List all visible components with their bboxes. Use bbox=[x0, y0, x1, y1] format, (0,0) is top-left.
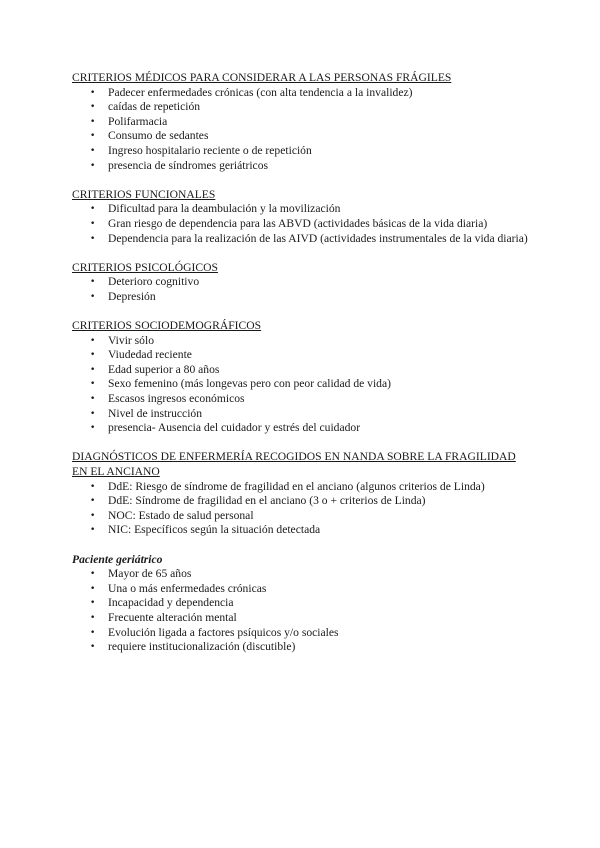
section-heading-functional-criteria: CRITERIOS FUNCIONALES bbox=[72, 187, 216, 201]
list-item: • DdE: Síndrome de fragilidad en el anciano (3 o + criterios de Linda) bbox=[72, 494, 528, 509]
section-heading-medical-criteria: CRITERIOS MÉDICOS PARA CONSIDERAR A LAS PERSONAS FRÁGILES bbox=[72, 71, 452, 84]
section-heading-geriatric-patient: Paciente geriátrico bbox=[72, 552, 163, 566]
document-content bbox=[72, 71, 528, 669]
list-item: • presencia de síndromes geriátricos bbox=[72, 159, 528, 174]
list-item: • Depresión bbox=[72, 290, 528, 305]
psychological-criteria-list bbox=[72, 275, 528, 304]
list-item: • Nivel de instrucción bbox=[72, 407, 528, 422]
functional-criteria-list bbox=[72, 202, 528, 246]
list-item: • caídas de repetición bbox=[72, 100, 528, 115]
list-item: • NOC: Estado de salud personal bbox=[72, 509, 528, 524]
list-item: • Incapacidad y dependencia bbox=[72, 596, 528, 611]
section-heading-psychological-criteria: CRITERIOS PSICOLÓGICOS bbox=[72, 260, 218, 274]
list-item: • Escasos ingresos económicos bbox=[72, 392, 528, 407]
list-item: • Sexo femenino (más longevas pero con peor calidad de vida) bbox=[72, 377, 528, 392]
list-item: • Padecer enfermedades crónicas (con alta tendencia a la invalidez) bbox=[72, 86, 528, 101]
medical-criteria-list bbox=[72, 86, 528, 174]
list-item: • presencia- Ausencia del cuidador y estrés del cuidador bbox=[72, 421, 528, 436]
section-heading-sociodemographic-criteria: CRITERIOS SOCIODEMOGRÁFICOS bbox=[72, 319, 262, 333]
list-item: • NIC: Específicos según la situación detectada bbox=[72, 523, 528, 538]
list-item: • Dependencia para la realización de las AIVD (actividades instrumentales de la vida diaria) bbox=[72, 232, 528, 247]
geriatric-patient-list bbox=[72, 567, 528, 655]
list-item: • Consumo de sedantes bbox=[72, 129, 528, 144]
list-item: • Dificultad para la deambulación y la movilización bbox=[72, 202, 528, 217]
nursing-diagnoses-list bbox=[72, 480, 528, 538]
list-item: • DdE: Riesgo de síndrome de fragilidad en el anciano (algunos criterios de Linda) bbox=[72, 480, 528, 495]
list-item: • Mayor de 65 años bbox=[72, 567, 528, 582]
list-item: • Evolución ligada a factores psíquicos y/o sociales bbox=[72, 626, 528, 641]
list-item: • Vivir sólo bbox=[72, 334, 528, 349]
list-item: • Ingreso hospitalario reciente o de repetición bbox=[72, 144, 528, 159]
list-item: • Edad superior a 80 años bbox=[72, 363, 528, 378]
list-item: • requiere institucionalización (discutible) bbox=[72, 640, 528, 655]
list-item: • Una o más enfermedades crónicas bbox=[72, 582, 528, 597]
list-item: • Frecuente alteración mental bbox=[72, 611, 528, 626]
sociodemographic-criteria-list bbox=[72, 334, 528, 436]
list-item: • Gran riesgo de dependencia para las ABVD (actividades básicas de la vida diaria) bbox=[72, 217, 528, 232]
list-item: • Deterioro cognitivo bbox=[72, 275, 528, 290]
section-heading-nursing-diagnoses: DIAGNÓSTICOS DE ENFERMERÍA RECOGIDOS EN NANDA SOBRE LA FRAGILIDAD EN EL ANCIANO bbox=[72, 450, 516, 479]
list-item: • Viudedad reciente bbox=[72, 348, 528, 363]
list-item: • Polifarmacia bbox=[72, 115, 528, 130]
